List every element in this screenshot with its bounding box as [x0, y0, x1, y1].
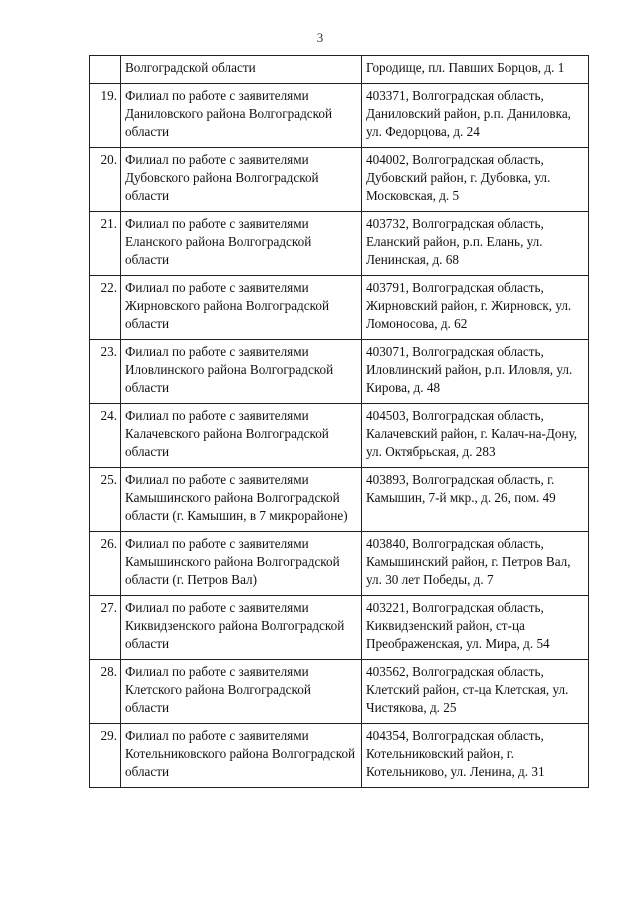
table-row — [90, 148, 589, 212]
branch-address: 403893, Волгоградская область, г. Камышин, 7-й мкр., д. 26, пом. 49 — [362, 468, 589, 532]
branch-address: 403371, Волгоградская область, Даниловский район, р.п. Даниловка, ул. Федорцова, д. 24 — [362, 84, 589, 148]
row-number: 23. — [90, 340, 121, 404]
branch-name: Филиал по работе с заявителями Котельниковского района Волгоградской области — [121, 724, 362, 788]
branch-address: 404503, Волгоградская область, Калачевский район, г. Калач-на-Дону, ул. Октябрьская, д. 283 — [362, 404, 589, 468]
row-number: 21. — [90, 212, 121, 276]
table-row — [90, 56, 589, 84]
table-row — [90, 340, 589, 404]
branch-address: 403221, Волгоградская область, Киквидзенский район, ст-ца Преображенская, ул. Мира, д. 54 — [362, 596, 589, 660]
branch-name: Филиал по работе с заявителями Дубовского района Волгоградской области — [121, 148, 362, 212]
table-row — [90, 532, 589, 596]
table-row — [90, 276, 589, 340]
branch-name: Филиал по работе с заявителями Камышинского района Волгоградской области (г. Петров Вал) — [121, 532, 362, 596]
row-number: 19. — [90, 84, 121, 148]
row-number: 26. — [90, 532, 121, 596]
branch-address: 403071, Волгоградская область, Иловлинский район, р.п. Иловля, ул. Кирова, д. 48 — [362, 340, 589, 404]
table-row — [90, 724, 589, 788]
branch-name: Филиал по работе с заявителями Иловлинского района Волгоградской области — [121, 340, 362, 404]
row-number: 22. — [90, 276, 121, 340]
branch-address: 403732, Волгоградская область, Еланский район, р.п. Елань, ул. Ленинская, д. 68 — [362, 212, 589, 276]
row-number: 28. — [90, 660, 121, 724]
table-row — [90, 84, 589, 148]
branch-address: 403562, Волгоградская область, Клетский район, ст-ца Клетская, ул. Чистякова, д. 25 — [362, 660, 589, 724]
row-number: 29. — [90, 724, 121, 788]
table-row — [90, 596, 589, 660]
table-row — [90, 660, 589, 724]
table-row — [90, 468, 589, 532]
row-number: 27. — [90, 596, 121, 660]
row-number: 20. — [90, 148, 121, 212]
branch-address: 404002, Волгоградская область, Дубовский район, г. Дубовка, ул. Московская, д. 5 — [362, 148, 589, 212]
branch-name: Филиал по работе с заявителями Даниловского района Волгоградской области — [121, 84, 362, 148]
table-row — [90, 212, 589, 276]
branch-name: Волгоградской области — [121, 56, 362, 84]
branches-table — [89, 55, 589, 788]
branch-name: Филиал по работе с заявителями Жирновского района Волгоградской области — [121, 276, 362, 340]
page-number: 3 — [316, 30, 324, 45]
table-row — [90, 404, 589, 468]
branch-address: 403840, Волгоградская область, Камышинский район, г. Петров Вал, ул. 30 лет Победы, д. 7 — [362, 532, 589, 596]
row-number — [90, 56, 121, 84]
branch-address: Городище, пл. Павших Борцов, д. 1 — [362, 56, 589, 84]
branch-name: Филиал по работе с заявителями Клетского района Волгоградской области — [121, 660, 362, 724]
branch-address: 404354, Волгоградская область, Котельниковский район, г. Котельниково, ул. Ленина, д. 31 — [362, 724, 589, 788]
table-body — [90, 56, 589, 788]
row-number: 24. — [90, 404, 121, 468]
branch-name: Филиал по работе с заявителями Киквидзенского района Волгоградской области — [121, 596, 362, 660]
branch-name: Филиал по работе с заявителями Еланского района Волгоградской области — [121, 212, 362, 276]
branch-address: 403791, Волгоградская область, Жирновский район, г. Жирновск, ул. Ломоносова, д. 62 — [362, 276, 589, 340]
branch-name: Филиал по работе с заявителями Камышинского района Волгоградской области (г. Камышин, в 7 микрорайоне) — [121, 468, 362, 532]
branch-name: Филиал по работе с заявителями Калачевского района Волгоградской области — [121, 404, 362, 468]
row-number: 25. — [90, 468, 121, 532]
